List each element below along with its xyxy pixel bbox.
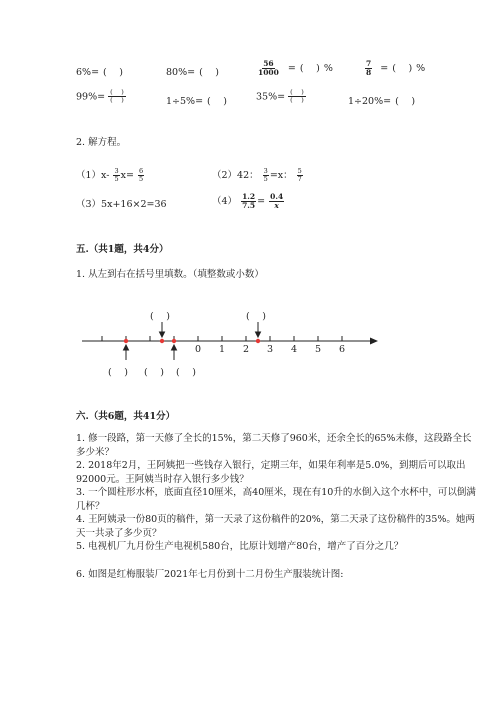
equation-2: （2）42： $\frac{3}{5}$ =x： $\frac{5}{7}$	[212, 167, 302, 183]
fraction-blank: ( ) ( )	[110, 88, 124, 105]
conv-2: 80%= ( )	[166, 67, 220, 78]
tick-label-2: 2	[243, 344, 250, 355]
point-a	[124, 339, 128, 343]
section5-instruction: 1. 从左到右在括号里填数。（填整数或小数）	[76, 269, 264, 280]
conv-4: $\frac{7}{8}$ = ( ) %	[366, 59, 426, 77]
equations-heading: 2. 解方程。	[76, 137, 127, 148]
point-c	[172, 339, 176, 343]
conv-7: 35%= ( ) ( )	[256, 88, 304, 105]
equation-4: （4） $\frac{1.2}{7.5}$ = $\frac{0.4}{x}$	[212, 192, 284, 210]
tick-label-4: 4	[291, 344, 298, 355]
fraction: $\frac{5}{7}$	[297, 167, 302, 183]
blank-top-2: ( )	[246, 311, 266, 322]
problem-3: 3. 一个圆柱形水杯，底面直径10厘米，高40厘米，现在有10升的水倒入这个水杯中，可以倒满几杯？	[76, 487, 476, 512]
conv-1: 6%= ( )	[76, 67, 123, 78]
fraction: $\frac{3}{5}$	[114, 167, 119, 183]
blank-bottom-1: ( )	[108, 367, 128, 378]
problem-2: 2. 2018年2月，王阿姨把一些钱存入银行，定期三年，如果年利率是5.0%，到期后可以取出92000元。王阿姨当时存入银行多少钱？	[76, 460, 466, 485]
fraction: $\frac{56}{1000}$	[258, 59, 279, 77]
point-d	[256, 339, 260, 343]
point-b	[160, 339, 164, 343]
question-6: 6. 如图是红梅服装厂2021年七月份到十二月份生产服装统计图:	[76, 569, 344, 580]
fraction: $\frac{1.2}{7.5}$	[242, 192, 256, 210]
conv-5: 99%= ( ) ( )	[76, 88, 124, 105]
fraction: $\frac{6}{5}$	[138, 167, 144, 183]
section5-title: 五.（共1题，共4分）	[76, 244, 169, 255]
section6-title: 六.（共6题，共41分）	[76, 411, 176, 422]
tick-label-6: 6	[339, 344, 346, 355]
equation-1: （1）x- $\frac{3}{5}$ x= $\frac{6}{5}$	[76, 167, 144, 183]
blank-bottom-2: ( )	[144, 367, 164, 378]
problem-4: 4. 王阿姨录一份80页的稿件，第一天录了这份稿件的20%，第二天录了这份稿件的35%。她两天一共录了多少页？	[76, 514, 475, 539]
conv-6: 1÷5%= ( )	[166, 96, 227, 107]
fraction-blank: ( ) ( )	[290, 88, 304, 105]
tick-label-5: 5	[315, 344, 322, 355]
blank-bottom-3: ( )	[176, 367, 196, 378]
equation-3: （3）5x+16×2=36	[76, 199, 167, 210]
conv-3: $\frac{56}{1000}$ = ( ) %	[258, 59, 333, 77]
blank-top-1: ( )	[150, 311, 170, 322]
tick-label-0: 0	[195, 344, 202, 355]
conv-8: 1÷20%= ( )	[348, 96, 416, 107]
tick-label-1: 1	[219, 344, 226, 355]
fraction: $\frac{3}{5}$	[263, 167, 268, 183]
problem-5: 5. 电视机厂九月份生产电视机580台，比原计划增产80台，增产了百分之几？	[76, 541, 404, 552]
fraction: $\frac{0.4}{x}$	[270, 192, 284, 210]
problem-1: 1. 修一段路，第一天修了全长的15%，第二天修了960米，还余全长的65%未修，这段路全长多少米？	[76, 433, 472, 458]
fraction: $\frac{7}{8}$	[366, 59, 372, 77]
tick-label-3: 3	[267, 344, 274, 355]
